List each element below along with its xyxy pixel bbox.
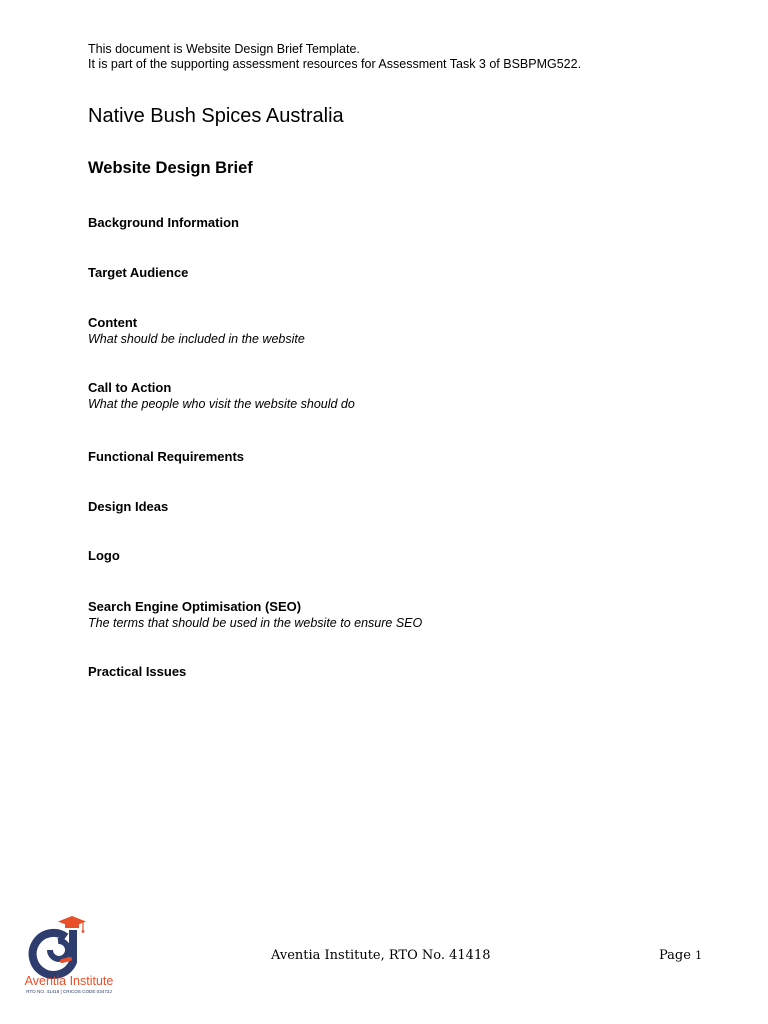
section-description: The terms that should be used in the website to ensure SEO: [88, 616, 423, 630]
aventia-institute-logo: [14, 912, 124, 996]
document-title: Native Bush Spices Australia: [88, 105, 344, 127]
header-note: [88, 42, 581, 72]
section-heading: Call to Action: [88, 380, 172, 395]
aventia-mark-icon: [33, 930, 73, 975]
section-functional-requirements: [88, 448, 244, 465]
document-subtitle: Website Design Brief: [88, 159, 253, 177]
section-background-information: [88, 214, 239, 231]
section-heading: Practical Issues: [88, 664, 187, 679]
section-heading: Functional Requirements: [88, 449, 245, 464]
section-logo: [88, 547, 120, 564]
page-number: 1: [695, 949, 703, 962]
section-description: What the people who visit the website should do: [88, 397, 355, 411]
section-heading: Design Ideas: [88, 499, 169, 514]
section-heading: Background Information: [88, 215, 239, 230]
section-content: [88, 314, 305, 347]
logo-tagline: RTO NO. 41418 | CRICOS CODE 03473J: [26, 989, 112, 994]
header-note-line-1: This document is Website Design Brief Template.: [88, 42, 360, 56]
footer-page-number: [659, 947, 702, 965]
page-label: Page: [659, 948, 691, 963]
header-note-line-2: It is part of the supporting assessment resources for Assessment Task 3 of BSBPMG522.: [88, 57, 582, 71]
section-practical-issues: [88, 663, 186, 680]
section-description: What should be included in the website: [88, 332, 305, 346]
section-heading: Logo: [88, 548, 120, 563]
section-seo: [88, 598, 422, 631]
section-design-ideas: [88, 498, 168, 515]
section-heading: Search Engine Optimisation (SEO): [88, 599, 302, 614]
logo-name: Aventia Institute: [24, 974, 114, 988]
section-target-audience: [88, 264, 188, 281]
section-call-to-action: [88, 379, 355, 412]
section-heading: Target Audience: [88, 265, 189, 280]
footer-institute: Aventia Institute, RTO No. 41418: [271, 948, 491, 963]
section-heading: Content: [88, 315, 138, 330]
